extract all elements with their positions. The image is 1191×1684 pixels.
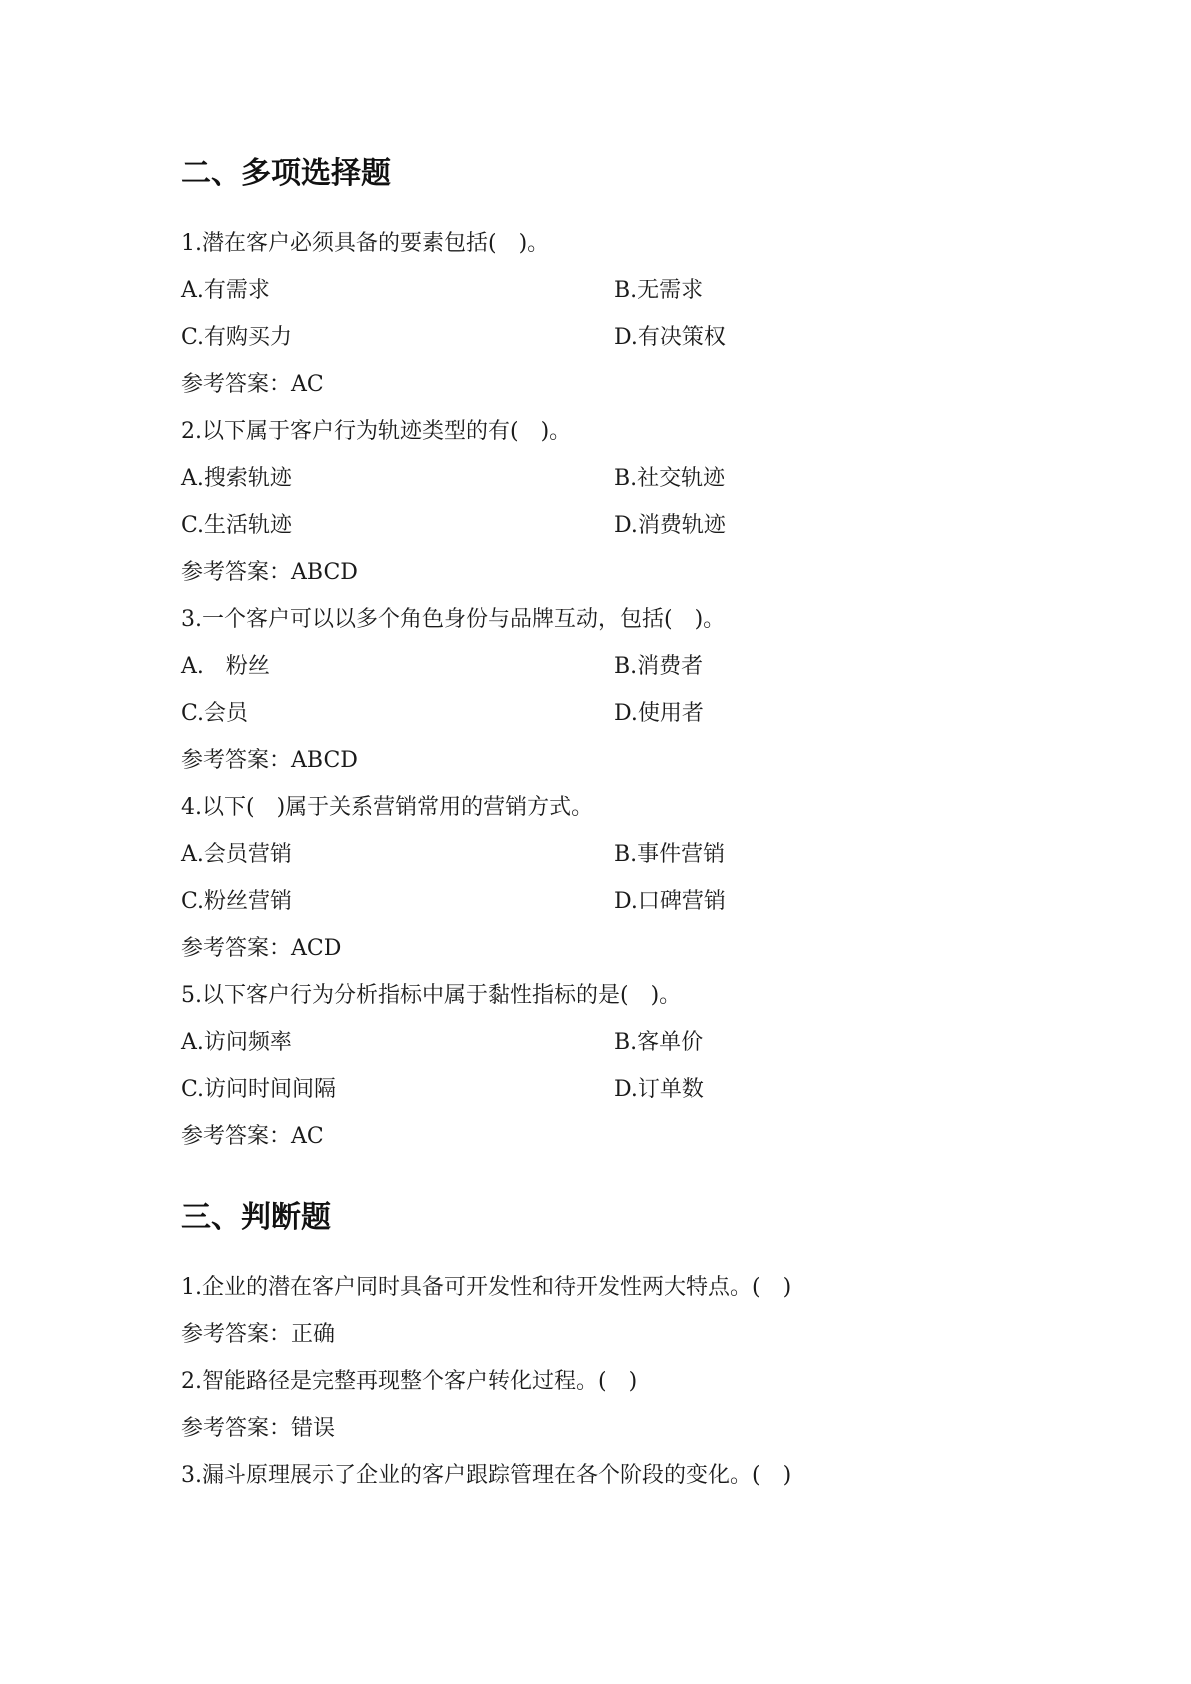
- option-b: B.社交轨迹: [614, 466, 726, 491]
- answer-label: 参考答案：: [181, 936, 292, 961]
- answer-line: [181, 925, 1081, 972]
- option-c: C.有购买力: [181, 325, 293, 350]
- answer-line: [181, 737, 1081, 784]
- answer-label: 参考答案：: [181, 1322, 292, 1347]
- option-c: C.访问时间间隔: [181, 1077, 337, 1102]
- answer-label: 参考答案：: [181, 1124, 292, 1149]
- option-row: [181, 267, 1081, 314]
- option-row: [181, 314, 1081, 361]
- answer-line: [181, 361, 1081, 408]
- answer-line: [181, 1113, 1081, 1160]
- question-text: 5.以下客户行为分析指标中属于黏性指标的是( )。: [181, 983, 682, 1008]
- question-text: 4.以下( )属于关系营销常用的营销方式。: [181, 795, 594, 820]
- option-d: D.有决策权: [614, 325, 726, 350]
- tf-question-2: [181, 1358, 1081, 1452]
- tf-question-3: [181, 1452, 1081, 1499]
- option-row: [181, 643, 1081, 690]
- option-row: [181, 1019, 1081, 1066]
- answer-line: [181, 1405, 1081, 1452]
- option-d: D.口碑营销: [614, 889, 726, 914]
- option-row: [181, 502, 1081, 549]
- answer-label: 参考答案：: [181, 748, 292, 773]
- option-b: B.消费者: [614, 654, 704, 679]
- option-c: C.会员: [181, 701, 249, 726]
- option-row: [181, 455, 1081, 502]
- option-a: A. 粉丝: [181, 654, 270, 679]
- mc-question-2: [181, 408, 1081, 596]
- mc-question-1: [181, 220, 1081, 408]
- answer-value: 错误: [291, 1416, 336, 1441]
- document-page: [181, 150, 1081, 1499]
- mc-question-5: [181, 972, 1081, 1160]
- answer-label: 参考答案：: [181, 372, 292, 397]
- option-a: A.访问频率: [181, 1030, 292, 1055]
- option-row: [181, 831, 1081, 878]
- option-b: B.客单价: [614, 1030, 704, 1055]
- question-text: 1.潜在客户必须具备的要素包括( )。: [181, 231, 550, 256]
- answer-value: ABCD: [291, 748, 358, 773]
- question-text: 3.一个客户可以以多个角色身份与品牌互动，包括( )。: [181, 607, 726, 632]
- question-text: 3.漏斗原理展示了企业的客户跟踪管理在各个阶段的变化。( ): [181, 1463, 792, 1488]
- option-d: D.使用者: [614, 701, 704, 726]
- option-d: D.消费轨迹: [614, 513, 726, 538]
- answer-value: 正确: [291, 1322, 336, 1347]
- answer-label: 参考答案：: [181, 1416, 292, 1441]
- option-a: A.会员营销: [181, 842, 292, 867]
- section-title-multiple-choice: 二、多项选择题: [181, 156, 391, 191]
- answer-value: ABCD: [291, 560, 358, 585]
- question-text: 2.智能路径是完整再现整个客户转化过程。( ): [181, 1369, 638, 1394]
- answer-line: [181, 549, 1081, 596]
- option-row: [181, 878, 1081, 925]
- option-a: A.有需求: [181, 278, 270, 303]
- option-b: B.无需求: [614, 278, 704, 303]
- option-b: B.事件营销: [614, 842, 726, 867]
- answer-label: 参考答案：: [181, 560, 292, 585]
- option-a: A.搜索轨迹: [181, 466, 292, 491]
- answer-value: AC: [291, 1124, 324, 1149]
- question-text: 2.以下属于客户行为轨迹类型的有( )。: [181, 419, 572, 444]
- section-title-true-false: 三、判断题: [181, 1200, 331, 1235]
- mc-question-3: [181, 596, 1081, 784]
- option-c: C.生活轨迹: [181, 513, 293, 538]
- mc-question-4: [181, 784, 1081, 972]
- answer-value: ACD: [291, 936, 342, 961]
- option-row: [181, 1066, 1081, 1113]
- option-d: D.订单数: [614, 1077, 704, 1102]
- tf-question-1: [181, 1264, 1081, 1358]
- answer-line: [181, 1311, 1081, 1358]
- option-row: [181, 690, 1081, 737]
- answer-value: AC: [291, 372, 324, 397]
- question-text: 1.企业的潜在客户同时具备可开发性和待开发性两大特点。( ): [181, 1275, 792, 1300]
- option-c: C.粉丝营销: [181, 889, 293, 914]
